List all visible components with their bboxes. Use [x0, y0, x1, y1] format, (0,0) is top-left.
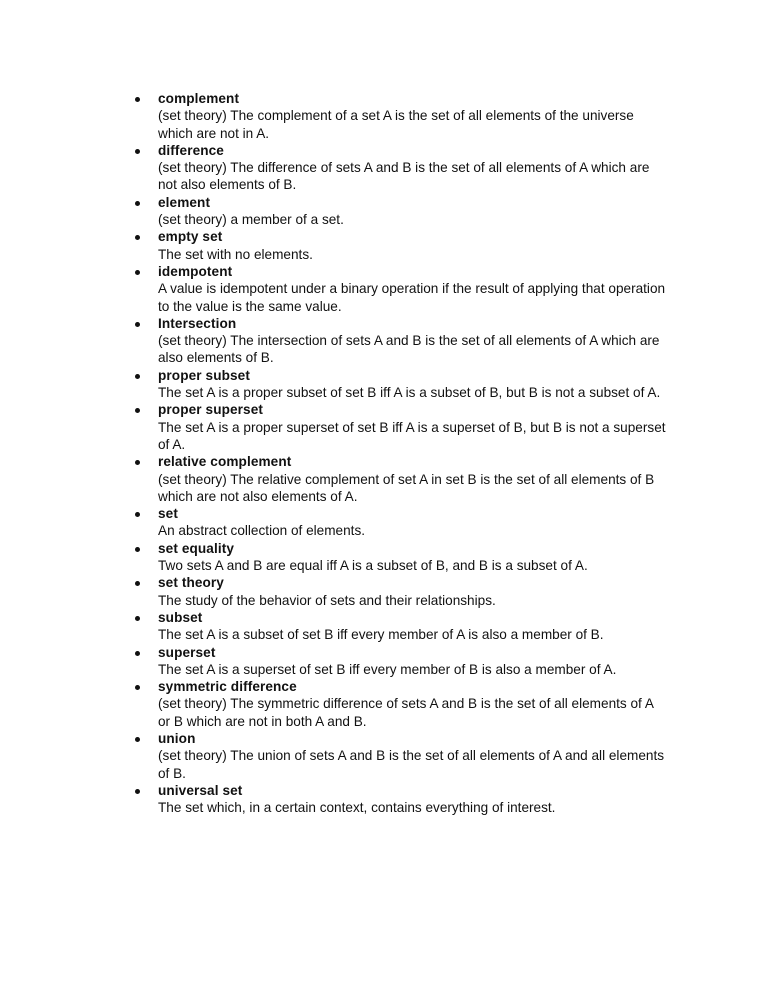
glossary-entry — [0, 540, 668, 575]
glossary-definition: (set theory) The relative complement of set A in set B is the set of all elements of B which are not also elements of A. — [158, 471, 655, 504]
glossary-definition: The set A is a proper subset of set B iff A is a subset of B, but B is not a subset of A. — [158, 385, 661, 401]
glossary-term: subset — [158, 609, 203, 625]
glossary-term: proper subset — [158, 367, 250, 383]
glossary-entry — [0, 574, 668, 609]
glossary-definition: The set A is a superset of set B iff every member of B is also a member of A. — [158, 661, 617, 677]
glossary-term: set equality — [158, 540, 234, 556]
glossary-term: relative complement — [158, 454, 292, 470]
glossary-entry — [0, 453, 668, 505]
glossary-definition: (set theory) The intersection of sets A and B is the set of all elements of A which are also elements of B. — [158, 333, 660, 366]
glossary-entry — [0, 782, 668, 817]
bullet-icon — [135, 651, 140, 656]
glossary-term: superset — [158, 644, 216, 660]
glossary-term: proper superset — [158, 402, 263, 418]
glossary-entry — [0, 263, 668, 315]
glossary-definition: The set which, in a certain context, contains everything of interest. — [158, 800, 556, 816]
glossary-definition: An abstract collection of elements. — [158, 523, 366, 539]
bullet-icon — [135, 512, 140, 517]
bullet-icon — [135, 201, 140, 206]
glossary-list — [0, 90, 768, 816]
glossary-definition: The set A is a proper superset of set B iff A is a superset of B, but B is not a superset of A. — [158, 419, 666, 452]
glossary-entry — [0, 730, 668, 782]
glossary-definition: (set theory) The symmetric difference of sets A and B is the set of all elements of A or B which are not in both A and B. — [158, 696, 654, 729]
glossary-term: set theory — [158, 575, 224, 591]
bullet-icon — [135, 547, 140, 552]
glossary-term: complement — [158, 91, 240, 106]
glossary-definition: (set theory) The difference of sets A and B is the set of all elements of A which are not also elements of B. — [158, 160, 650, 193]
glossary-definition: A value is idempotent under a binary operation if the result of applying that operation to the value is the same value. — [158, 281, 666, 314]
glossary-term: difference — [158, 142, 224, 158]
bullet-icon — [135, 322, 140, 327]
bullet-icon — [135, 581, 140, 586]
glossary-entry — [0, 90, 668, 142]
glossary-entry — [0, 367, 668, 402]
bullet-icon — [135, 97, 140, 102]
bullet-icon — [135, 616, 140, 621]
glossary-definition: (set theory) The union of sets A and B is the set of all elements of A and all elements of B. — [158, 748, 665, 781]
bullet-icon — [135, 685, 140, 690]
glossary-definition: (set theory) The complement of a set A is the set of all elements of the universe which are not in A. — [158, 108, 634, 141]
glossary-entry — [0, 505, 668, 540]
glossary-entry — [0, 142, 668, 194]
bullet-icon — [135, 374, 140, 379]
glossary-definition: Two sets A and B are equal iff A is a subset of B, and B is a subset of A. — [158, 558, 588, 574]
glossary-term: union — [158, 730, 196, 746]
glossary-entry — [0, 401, 668, 453]
glossary-definition: The set A is a subset of set B iff every member of A is also a member of B. — [158, 627, 604, 643]
glossary-term: set — [158, 506, 178, 522]
glossary-definition: The study of the behavior of sets and their relationships. — [158, 592, 496, 608]
glossary-entry — [0, 315, 668, 367]
glossary-entry — [0, 678, 668, 730]
glossary-entry — [0, 194, 668, 229]
glossary-term: element — [158, 194, 211, 210]
glossary-term: Intersection — [158, 315, 237, 331]
glossary-entry — [0, 228, 668, 263]
bullet-icon — [135, 789, 140, 794]
bullet-icon — [135, 408, 140, 413]
glossary-term: symmetric difference — [158, 679, 297, 695]
glossary-entry — [0, 609, 668, 644]
glossary-definition: The set with no elements. — [158, 246, 313, 262]
glossary-term: idempotent — [158, 263, 233, 279]
glossary-definition: (set theory) a member of a set. — [158, 212, 344, 228]
bullet-icon — [135, 235, 140, 240]
glossary-entry — [0, 644, 668, 679]
bullet-icon — [135, 270, 140, 275]
bullet-icon — [135, 460, 140, 465]
glossary-term: universal set — [158, 782, 243, 798]
bullet-icon — [135, 149, 140, 154]
glossary-term: empty set — [158, 229, 223, 245]
bullet-icon — [135, 737, 140, 742]
